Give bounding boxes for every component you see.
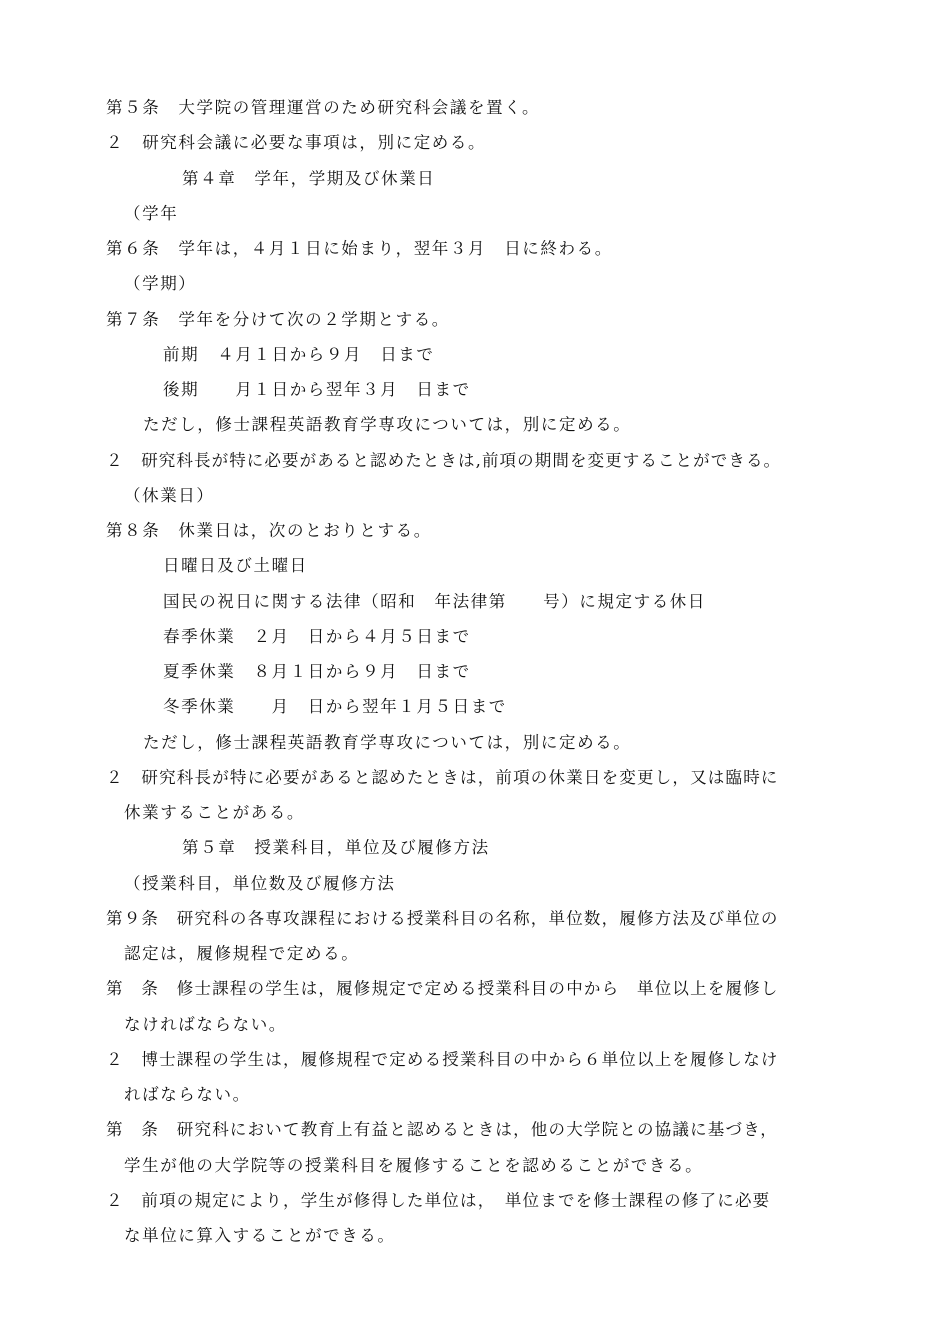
- article-10: 第 条 修士課程の学生は，履修規定で定める授業科目の中から 単位以上を履修し: [106, 979, 779, 998]
- article-11-cont: 学生が他の大学院等の授業科目を履修することを認めることができる。: [124, 1156, 704, 1175]
- article-8-item-national-holidays: 国民の祝日に関する法律（昭和 年法律第 号）に規定する休日: [163, 592, 706, 611]
- article-7: 第７条 学年を分けて次の２学期とする。: [106, 310, 450, 329]
- caption-holidays: （休業日）: [124, 486, 215, 505]
- article-11-para-2-cont: な単位に算入することができる。: [124, 1226, 396, 1245]
- chapter-5-heading: 第５章 授業科目，単位及び履修方法: [182, 838, 490, 857]
- chapter-4-heading: 第４章 学年，学期及び休業日: [182, 169, 436, 188]
- article-8-item-summer-break: 夏季休業 ８月１日から９月 日まで: [163, 662, 471, 681]
- article-8: 第８条 休業日は，次のとおりとする。: [106, 521, 432, 540]
- caption-courses: （授業科目，単位数及び履修方法: [124, 874, 396, 893]
- article-5: 第５条 大学院の管理運営のため研究科会議を置く。: [106, 98, 541, 117]
- article-8-item-winter-break: 冬季休業 月 日から翌年１月５日まで: [163, 697, 507, 716]
- article-5-para-2: ２ 研究科会議に必要な事項は，別に定める。: [106, 133, 487, 152]
- article-7-proviso: ただし，修士課程英語教育学専攻については，別に定める。: [143, 415, 632, 434]
- article-10-para-2-cont: ればならない。: [124, 1085, 251, 1104]
- article-9-cont: 認定は，履修規程で定める。: [124, 944, 360, 963]
- article-7-para-2: ２ 研究科長が特に必要があると認めたときは,前項の期間を変更することができる。: [106, 451, 782, 470]
- article-8-para-2-cont: 休業することがある。: [124, 803, 305, 822]
- article-7-second-semester: 後期 月１日から翌年３月 日まで: [163, 380, 471, 399]
- article-10-para-2: ２ 博士課程の学生は，履修規程で定める授業科目の中から６単位以上を履修しなけ: [106, 1050, 779, 1069]
- article-6: 第６条 学年は，４月１日に始まり，翌年３月 日に終わる。: [106, 239, 613, 258]
- article-8-para-2: ２ 研究科長が特に必要があると認めたときは，前項の休業日を変更し，又は臨時に: [106, 768, 779, 787]
- caption-academic-year: （学年: [124, 204, 179, 223]
- article-10-cont: なければならない。: [124, 1015, 287, 1034]
- article-11-para-2: ２ 前項の規定により，学生が修得した単位は， 単位までを修士課程の修了に必要: [106, 1191, 771, 1210]
- article-9: 第９条 研究科の各専攻課程における授業科目の名称，単位数，履修方法及び単位の: [106, 909, 779, 928]
- article-8-item-spring-break: 春季休業 ２月 日から４月５日まで: [163, 627, 471, 646]
- article-11: 第 条 研究科において教育上有益と認めるときは，他の大学院との協議に基づき，: [106, 1120, 778, 1139]
- article-8-item-sundays: 日曜日及び土曜日: [163, 556, 308, 575]
- article-7-first-semester: 前期 ４月１日から９月 日まで: [163, 345, 435, 364]
- caption-semester: （学期）: [124, 274, 197, 293]
- article-8-proviso: ただし，修士課程英語教育学専攻については，別に定める。: [143, 733, 632, 752]
